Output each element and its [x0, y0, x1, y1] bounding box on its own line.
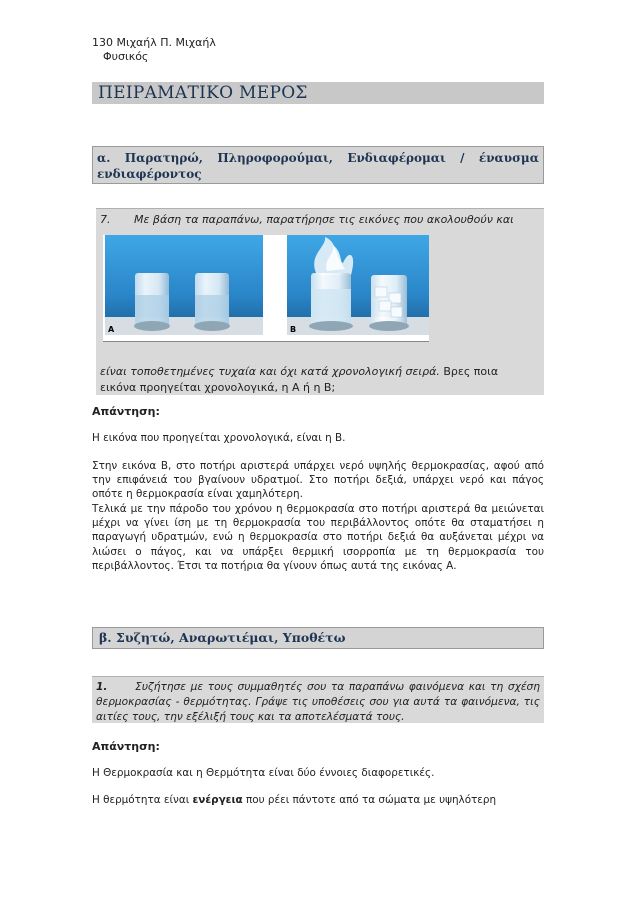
main-heading: ΠΕΙΡΑΜΑΤΙΚΟ ΜΕΡΟΣ: [98, 83, 308, 103]
task-7-text: Με βάση τα παραπάνω, παρατήρησε τις εικόνες που ακολουθούν και: [134, 213, 514, 226]
section-b-title: β. Συζητώ, Αναρωτιέμαι, Υποθέτω: [99, 630, 346, 645]
main-heading-bar: [92, 82, 544, 104]
task-7-line1: [100, 213, 514, 226]
task-1-number: 1.: [96, 681, 108, 693]
answer-1-title: Απάντηση:: [92, 405, 160, 418]
photo-label-a: A: [108, 325, 115, 334]
section-a-word: Παρατηρώ,: [124, 151, 203, 165]
photo-label-b: B: [290, 325, 297, 334]
glass-b-hot: [309, 273, 353, 331]
section-a-word: α.: [97, 151, 111, 165]
section-a-title-line1: [97, 151, 539, 165]
answer-2-title: Απάντηση:: [92, 740, 160, 753]
page-header: [92, 36, 216, 64]
glasses-photo: [103, 235, 429, 342]
answer-2-paragraph-1: Η Θερμοκρασία και η Θερμότητα είναι δύο έννοιες διαφορετικές.: [92, 767, 435, 779]
answer-2-paragraph-2: [92, 793, 544, 807]
task-1-text-block: [96, 680, 540, 725]
answer-2-text-pre: Η θερμότητα είναι: [92, 794, 193, 806]
answer-2-text-post: που ρέει πάντοτε από τα σώματα με υψηλότερη: [242, 794, 497, 806]
section-a-word: Ενδιαφέρομαι: [347, 151, 446, 165]
answer-1-paragraph-3: Τελικά με την πάροδο του χρόνου η θερμοκρασία στο ποτήρι αριστερά θα μειώνεται μέχρι να γίνει ίση με τη θερμοκρασία του περιβάλλοντος οπότε θα σταματήσει η παραγωγή υδρατμών, ενώ η θερμοκρασία στο ποτήρι δεξιά θα αυξάνεται μέχρι να λιώσει ο πάγος, και να υπάρξει θερμική ισορροπία με τη θερμοκρασία του περιβάλλοντος. Έτσι τα ποτήρια θα γίνουν όπως αυτά της εικόνας Α.: [92, 503, 544, 572]
task-7-number: 7.: [100, 213, 111, 226]
page-number-author: 130 Μιχαήλ Π. Μιχαήλ: [92, 36, 216, 49]
answer-1-paragraph-2: Στην εικόνα Β, στο ποτήρι αριστερά υπάρχει νερό υψηλής θερμοκρασίας, αφού από την επιφάνειά του βγαίνουν υδρατμοί. Στο ποτήρι δεξιά, υπάρχει νερό και πάγος οπότε η θερμοκρασία είναι χαμηλότερη.: [92, 460, 544, 501]
photo-panel-b: [287, 235, 429, 335]
task-7-text-rest: Βρες ποια: [439, 365, 499, 378]
answer-2-bold-term: ενέργεια: [192, 794, 243, 806]
task-7-line3: εικόνα προηγείται χρονολογικά, η Α ή η Β;: [100, 381, 336, 394]
section-a-title-line2: ενδιαφέροντος: [97, 167, 202, 181]
answer-1-paragraph-1: Η εικόνα που προηγείται χρονολογικά, είναι η Β.: [92, 432, 346, 444]
glass-a-right: [194, 273, 230, 331]
task-7-italic-text: είναι τοποθετημένες τυχαία και όχι κατά χρονολογική σειρά.: [100, 365, 440, 378]
task-1-box: [92, 676, 544, 723]
section-a-word: /: [460, 151, 465, 165]
photo-panel-a: [105, 235, 263, 335]
section-b-heading: [92, 627, 544, 649]
glass-b-ice: [369, 275, 409, 331]
section-a-word: Πληροφορούμαι,: [217, 151, 333, 165]
section-a-heading: [92, 146, 544, 184]
glass-a-left: [134, 273, 170, 331]
task-7-question: [100, 364, 540, 396]
author-role: Φυσικός: [103, 50, 149, 63]
section-a-word: έναυσμα: [478, 151, 539, 165]
task-1-text: Συζήτησε με τους συμμαθητές σου τα παραπάνω φαινόμενα και τη σχέση θερμοκρασίας - θερμότητας. Γράψε τις υποθέσεις σου για αυτά τα φαινόμενα, τις αιτίες τους, την εξέλιξή τους και τα αποτελέσματά τους.: [96, 681, 540, 723]
